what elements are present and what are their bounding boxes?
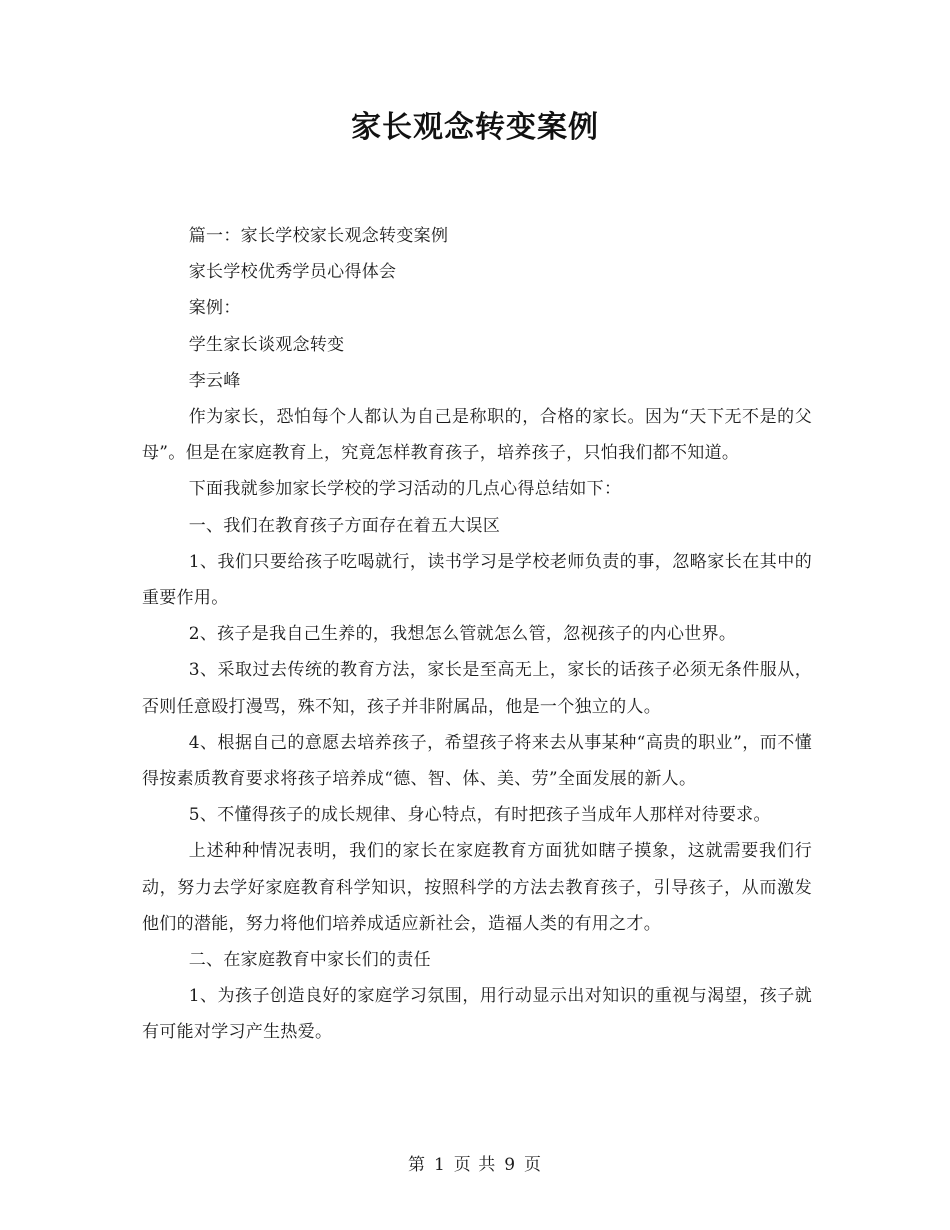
page-label-suffix: 页 xyxy=(524,1155,543,1175)
page-label-middle: 页 共 xyxy=(453,1155,497,1175)
document-title: 家长观念转变案例 xyxy=(351,110,599,145)
paragraph: 篇一：家长学校家长观念转变案例 xyxy=(188,226,449,246)
paragraph: 学生家长谈观念转变 xyxy=(188,334,345,355)
paragraph: 一、我们在教育孩子方面存在着五大误区 xyxy=(188,515,501,536)
paragraph: 上述种种情况表明，我们的家长在家庭教育方面犹如瞎子摸象，这就需要我们行动，努力去学好家庭教育科学知识，按照科学的方法去教育孩子，引导孩子，从而激发他们的潜能，努力将他们培养成适应新社会，造福人类的有用之才。 xyxy=(142,841,812,934)
total-pages: 9 xyxy=(504,1155,517,1175)
paragraph: 案例： xyxy=(188,298,241,319)
paragraph: 4、根据自己的意愿去培养孩子，希望孩子将来去从事某种“高贵的职业”，而不懂得按素质教育要求将孩子培养成“德、智、体、美、劳”全面发展的新人。 xyxy=(142,732,812,790)
paragraph: 李云峰 xyxy=(188,370,241,391)
paragraph: 二、在家庭教育中家长们的责任 xyxy=(188,950,431,971)
paragraph: 5、不懂得孩子的成长规律、身心特点，有时把孩子当成年人那样对待要求。 xyxy=(188,805,771,826)
paragraph: 下面我就参加家长学校的学习活动的几点心得总结如下： xyxy=(188,479,622,500)
paragraph: 1、为孩子创造良好的家庭学习氛围，用行动显示出对知识的重视与渴望，孩子就有可能对学习产生热爱。 xyxy=(142,986,812,1043)
document-body xyxy=(142,218,812,1051)
paragraph: 3、采取过去传统的教育方法，家长是至高无上，家长的话孩子必须无条件服从，否则任意殴打漫骂，殊不知，孩子并非附属品，他是一个独立的人。 xyxy=(142,660,812,717)
paragraph: 家长学校优秀学员心得体会 xyxy=(188,262,397,283)
page-footer xyxy=(0,1150,950,1175)
paragraph: 2、孩子是我自己生养的，我想怎么管就怎么管，忽视孩子的内心世界。 xyxy=(188,624,737,645)
paragraph: 作为家长，恐怕每个人都认为自己是称职的，合格的家长。因为“天下无不是的父母”。但是在家庭教育上，究竟怎样教育孩子，培养孩子，只怕我们都不知道。 xyxy=(142,407,812,464)
page-label-prefix: 第 xyxy=(407,1155,426,1175)
paragraph: 1、我们只要给孩子吃喝就行，读书学习是学校老师负责的事，忽略家长在其中的重要作用。 xyxy=(142,551,812,609)
page-number: 1 xyxy=(433,1155,446,1175)
